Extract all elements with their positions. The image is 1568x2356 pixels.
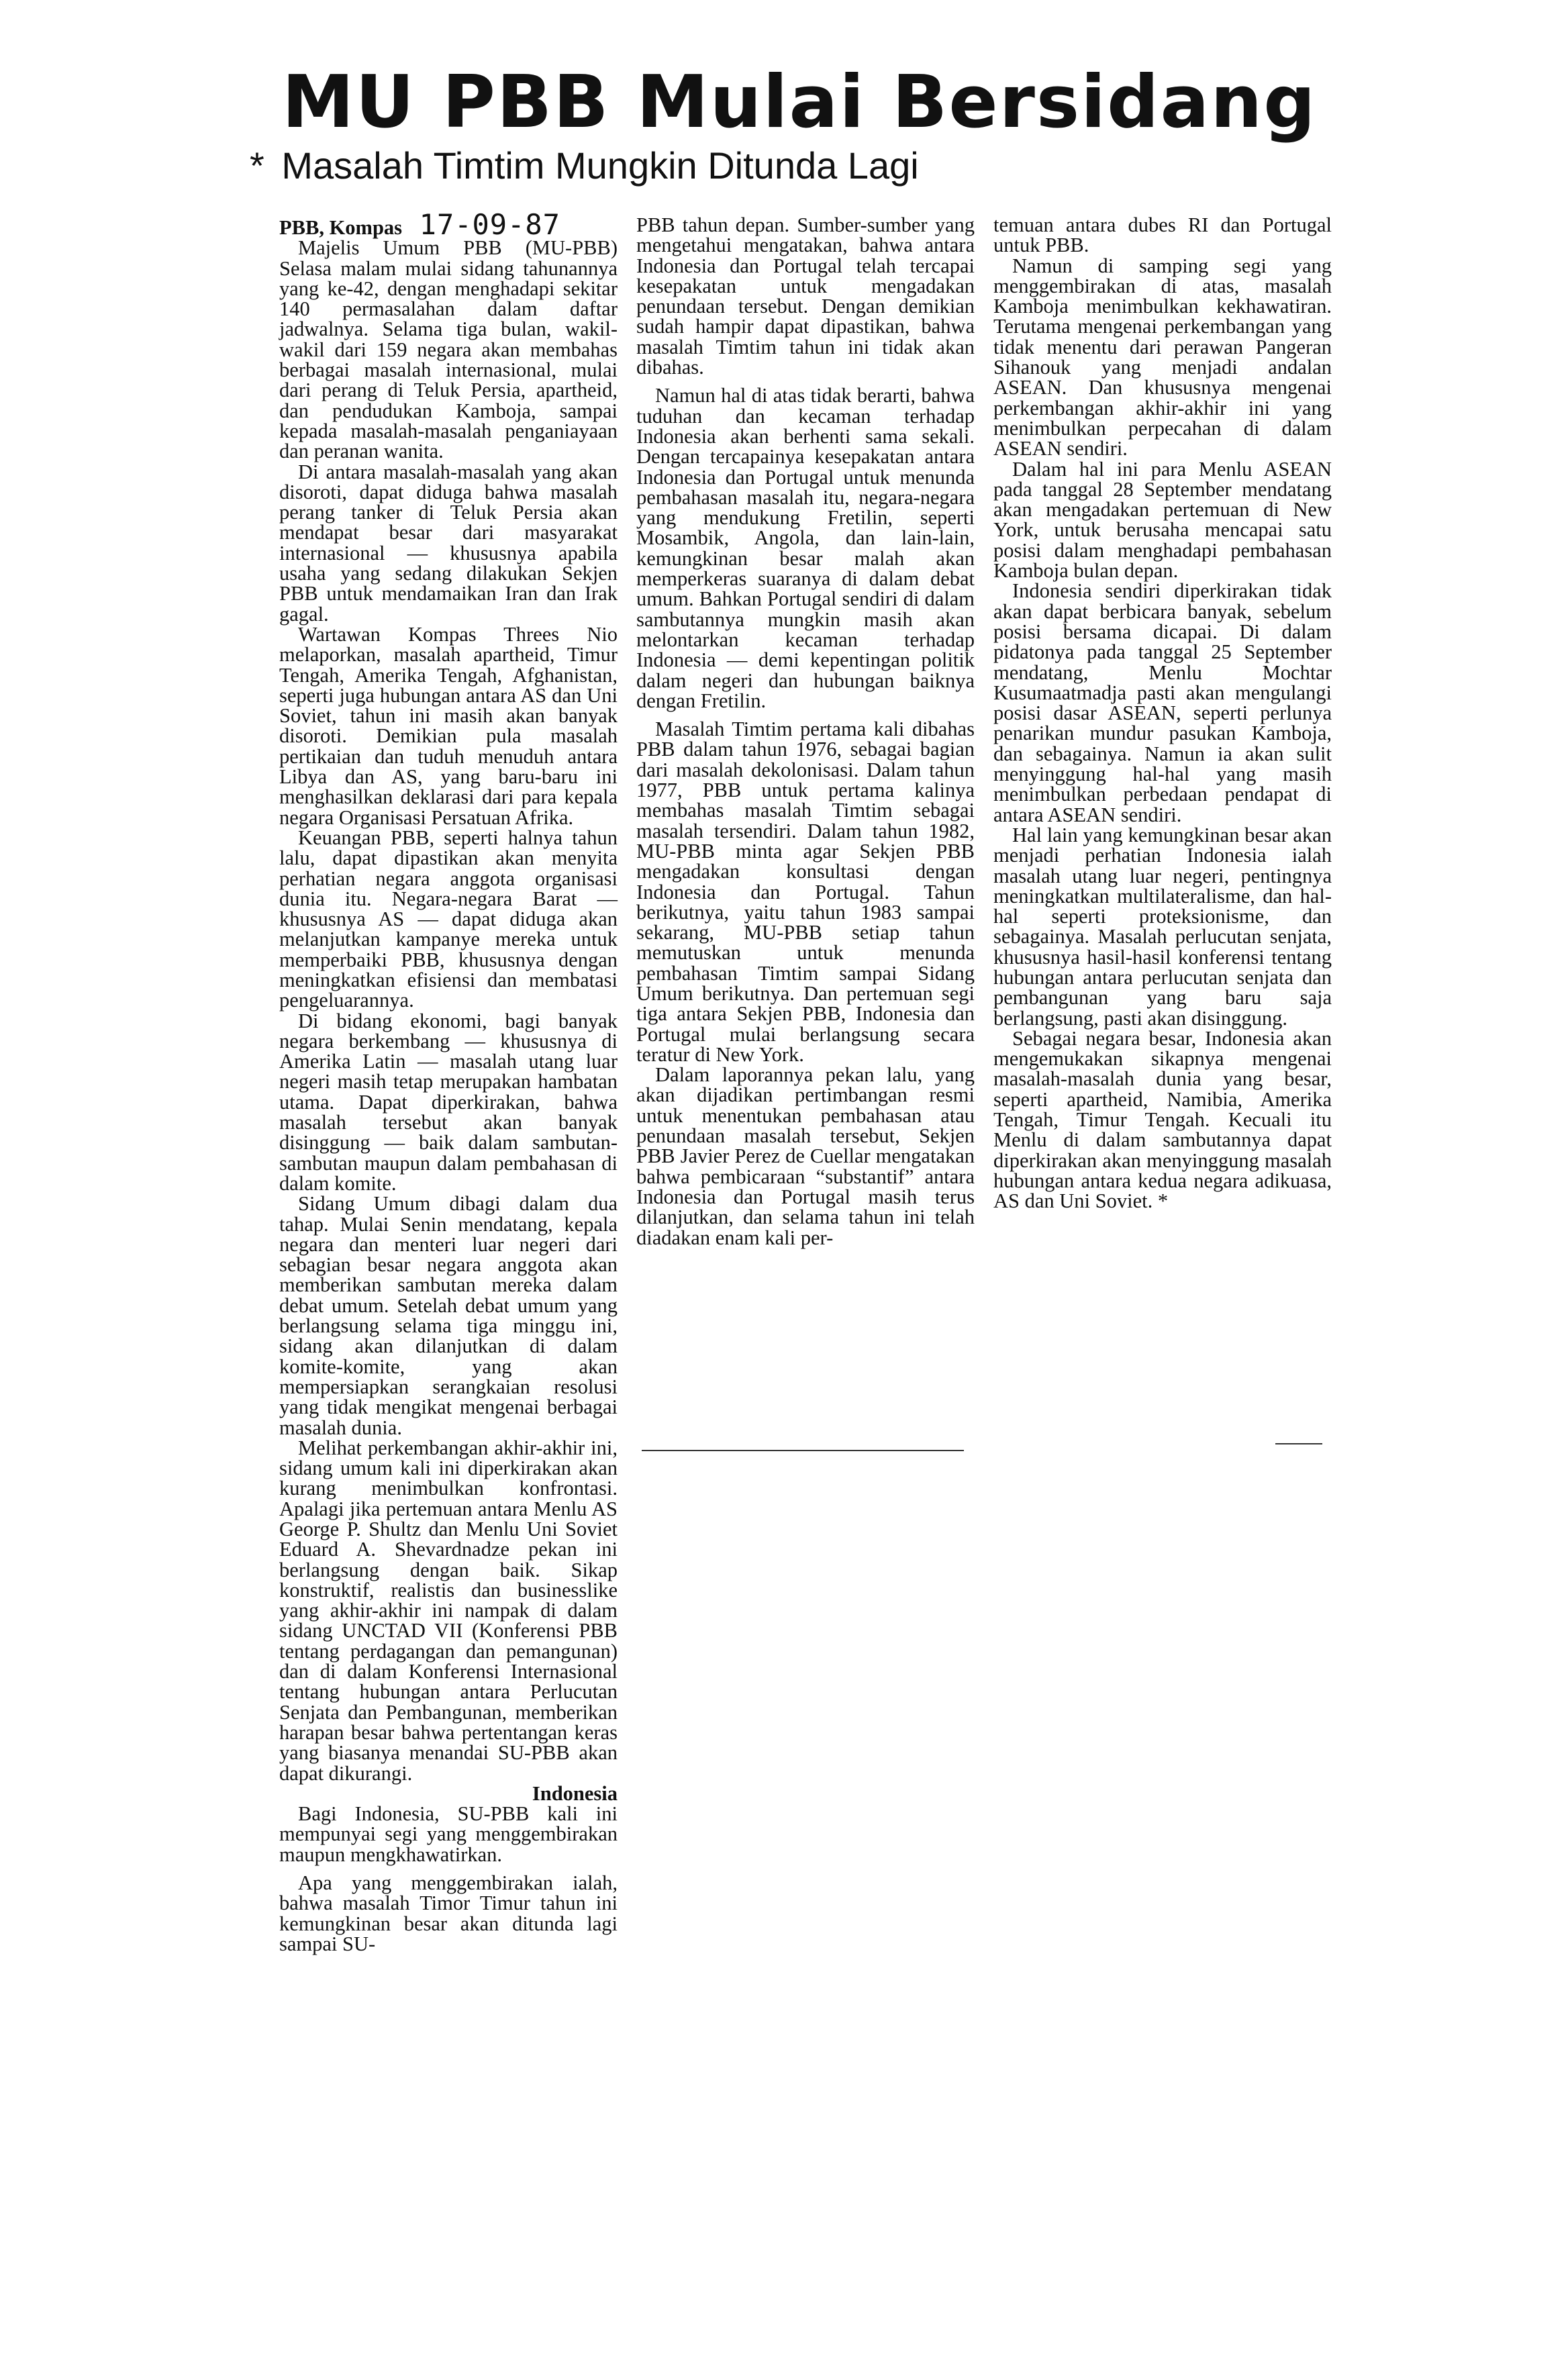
paragraph: Di bidang ekonomi, bagi banyak negara berkembang — khususnya di Amerika Latin — masalah utang luar negeri masih tetap merupakan hambatan utama. Dapat diperkirakan, bahwa masalah tersebut akan banyak disinggung — baik dalam sambutan-sambutan maupun dalam pembahasan di dalam komite. [279,1009,618,1195]
paragraph: Namun di samping segi yang menggembirakan di atas, masalah Kamboja menimbulkan kekhawatiran. Terutama mengenai perkembangan yang tidak menentu dari perawan Pangeran Sihanouk yang menjadi andalan ASEAN. Dan khususnya mengenai perkembangan akhir-akhir ini yang menimbulkan perpecahan di dalam ASEAN sendiri. [993,254,1332,460]
article-column-3 [993,215,1332,1212]
subheadline-bullet: * [250,144,264,187]
subheadline-text: Masalah Timtim Mungkin Ditunda Lagi [281,144,919,187]
column-end-rule [642,1450,964,1451]
paragraph: Namun hal di atas tidak berarti, bahwa tuduhan dan kecaman terhadap Indonesia akan berhenti sama sekali. Dengan tercapainya kesepakatan antara Indonesia dan Portugal untuk menunda pembahasan masalah itu, negara-negara yang mendukung Fretilin, seperti Mosambik, Angola, dan lain-lain, kemungkinan besar malah akan memperkeras suaranya di dalam debat umum. Bahkan Portugal sendiri di dalam sambutannya mungkin masih akan melontarkan kecaman terhadap Indonesia — demi kepentingan politik dalam negeri dan hubungan baiknya dengan Fretilin. [636,384,975,712]
paragraph: Bagi Indonesia, SU-PBB kali ini mempunyai segi yang menggembirakan maupun mengkhawatirkan. [279,1802,618,1866]
paragraph: Keuangan PBB, seperti halnya tahun lalu, dapat dipastikan akan menyita perhatian negara anggota organisasi dunia itu. Negara-negara Barat — khususnya AS — dapat diduga akan melanjutkan kampanye mereka untuk memperbaiki PBB, khususnya dengan meningkatkan efisiensi dan membatasi pengeluarannya. [279,826,618,1012]
paragraph: temuan antara dubes RI dan Portugal untuk PBB. [993,213,1332,257]
article-column-1 [279,208,618,1955]
paragraph: Di antara masalah-masalah yang akan disoroti, dapat diduga bahwa masalah perang tanker di Teluk Persia akan mendapat besar dari masyarakat internasional — khususnya apabila usaha yang sedang dilakukan Sekjen PBB untuk mendamaikan Iran dan Irak gagal. [279,460,618,626]
dateline-line [279,208,618,241]
paragraph: Indonesia sendiri diperkirakan tidak akan dapat berbicara banyak, sebelum posisi bersama dicapai. Di dalam pidatonya pada tanggal 25 September mendatang, Menlu Mochtar Kusumaatmadja pasti akan mengulangi posisi dasar ASEAN, seperti perlunya penarikan mundur pasukan Kamboja, dan sebagainya. Namun ia akan sulit menyinggung hal-hal yang masih menimbulkan perbedaan pendapat di antara ASEAN sendiri. [993,579,1332,826]
paragraph: Apa yang menggembirakan ialah, bahwa masalah Timor Timur tahun ini kemungkinan besar akan ditunda lagi sampai SU- [279,1871,618,1955]
paragraph: PBB tahun depan. Sumber-sumber yang mengetahui mengatakan, bahwa antara Indonesia dan Portugal telah tercapai kesepakatan untuk mengadakan penundaan tersebut. Dengan demikian sudah hampir dapat dipastikan, bahwa masalah Timtim tahun ini tidak akan dibahas. [636,213,975,379]
paragraph: Dalam hal ini para Menlu ASEAN pada tanggal 28 September mendatang akan mengadakan pertemuan di New York, untuk berusaha mencapai satu posisi dalam menghadapi pembahasan Kamboja bulan depan. [993,457,1332,583]
paragraph: Majelis Umum PBB (MU-PBB) Selasa malam mulai sidang tahunannya yang ke-42, dengan menghadapi sekitar 140 permasalahan dalam daftar jadwalnya. Selama tiga bulan, wakil-wakil dari 159 negara akan membahas berbagai masalah internasional, mulai dari perang di Teluk Persia, apartheid, dan pendudukan Kamboja, sampai kepada masalah-masalah penganiayaan dan peranan wanita. [279,236,618,463]
headline: MU PBB Mulai Bersidang [282,60,1317,144]
dateline: PBB, Kompas [279,216,403,239]
article-end-rule [1275,1443,1322,1444]
paragraph: Masalah Timtim pertama kali dibahas PBB dalam tahun 1976, sebagai bagian dari masalah dekolonisasi. Dalam tahun 1977, PBB untuk pertama kalinya membahas masalah Timtim sebagai masalah tersendiri. Dalam tahun 1982, MU-PBB minta agar Sekjen PBB mengadakan konsultasi dengan Indonesia dan Portugal. Tahun berikutnya, yaitu tahun 1983 sampai sekarang, MU-PBB setiap tahun memutuskan untuk menunda pembahasan Timtim sampai Sidang Umum berikutnya. Dan pertemuan segi tiga antara Sekjen PBB, Indonesia dan Portugal mulai berlangsung secara teratur di New York. [636,718,975,1066]
handwritten-date: 17-09-87 [419,208,560,241]
article-column-2 [636,215,975,1248]
section-subtitle: Indonesia [532,1781,618,1805]
paragraph: Wartawan Kompas Threes Nio melaporkan, masalah apartheid, Timur Tengah, Amerika Tengah, Afghanistan, seperti juga hubungan antara AS dan Uni Soviet, tahun ini masih akan banyak disoroti. Demikian pula masalah pertikaian dan tuduh menuduh antara Libya dan AS, yang baru-baru ini menghasilkan deklarasi dari para kepala negara Organisasi Persatuan Afrika. [279,622,618,829]
paragraph: Sidang Umum dibagi dalam dua tahap. Mulai Senin mendatang, kepala negara dan menteri luar negeri dari sebagian besar negara anggota akan memberikan sambutan mereka dalam debat umum. Setelah debat umum yang berlangsung selama tiga minggu ini, sidang akan dilanjutkan di dalam komite-komite, yang akan mempersiapkan serangkaian resolusi yang tidak mengikat mengenai berbagai masalah dunia. [279,1192,618,1439]
subheadline [250,142,1337,189]
paragraph: Sebagai negara besar, Indonesia akan mengemukakan sikapnya mengenai masalah-masalah dunia yang besar, seperti apartheid, Namibia, Amerika Tengah, Timur Tengah. Kecuali itu Menlu di dalam sambutannya dapat diperkirakan akan menyinggung masalah hubungan antara kedua negara adikuasa, AS dan Uni Soviet. * [993,1026,1332,1213]
paragraph: Dalam laporannya pekan lalu, yang akan dijadikan pertimbangan resmi untuk menentukan pembahasan atau penundaan masalah tersebut, Sekjen PBB Javier Perez de Cuellar mengatakan bahwa pembicaraan “substantif” antara Indonesia dan Portugal masih terus dilanjutkan, dan selama tahun ini telah diadakan enam kali per- [636,1063,975,1249]
paragraph: Hal lain yang kemungkinan besar akan menjadi perhatian Indonesia ialah masalah utang luar negeri, pentingnya meningkatkan multilateralisme, dan hal-hal seperti proteksionisme, dan sebagainya. Masalah perlucutan senjata, khususnya hasil-hasil konferensi tentang hubungan antara perlucutan senjata dan pembangunan yang baru saja berlangsung, pasti akan disinggung. [993,823,1332,1030]
paragraph: Melihat perkembangan akhir-akhir ini, sidang umum kali ini diperkirakan akan kurang menimbulkan konfrontasi. Apalagi jika pertemuan antara Menlu AS George P. Shultz dan Menlu Uni Soviet Eduard A. Shevardnadze pekan ini berlangsung dengan baik. Sikap konstruktif, realistis dan businesslike yang akhir-akhir ini nampak di dalam sidang UNCTAD VII (Konferensi PBB tentang perdagangan dan pemangunan) dan di dalam Konferensi Internasional tentang hubungan antara Perlucutan Senjata dan Pembangunan, memberikan harapan besar bahwa pertentangan keras yang biasanya menandai SU-PBB akan dapat dikurangi. [279,1436,618,1785]
